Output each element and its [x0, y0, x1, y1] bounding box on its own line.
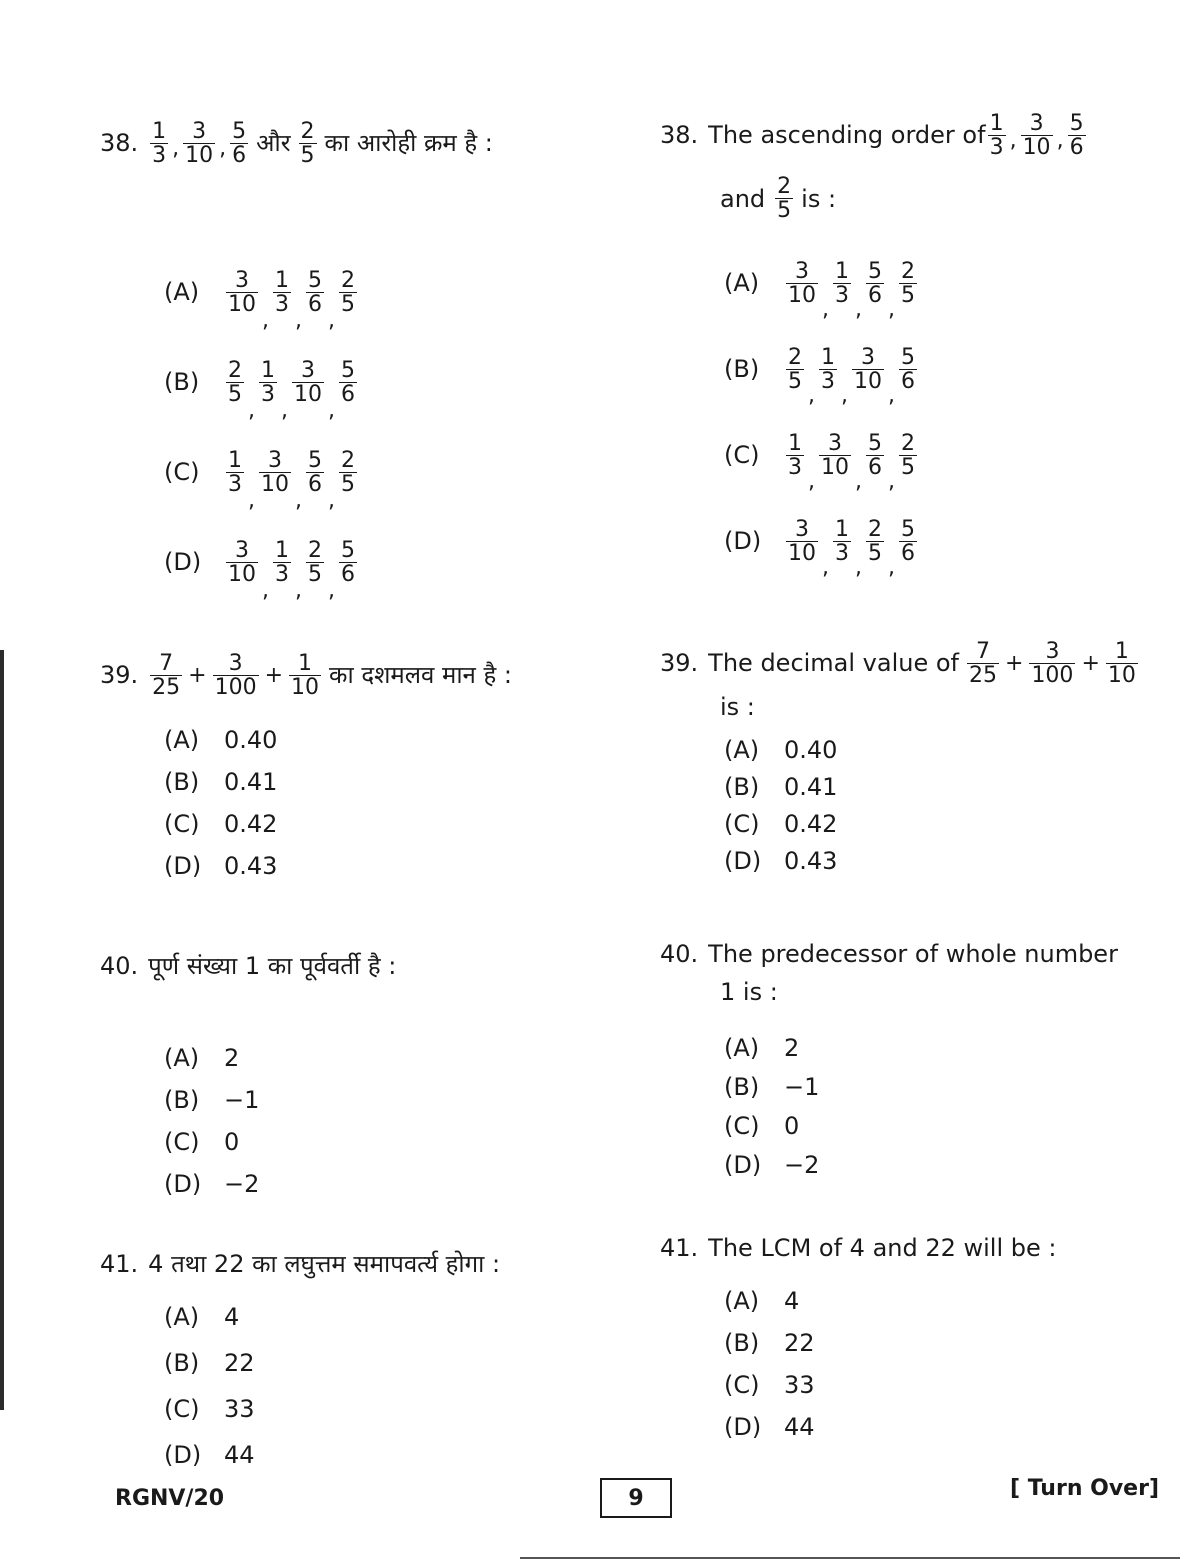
question-text-line2: 1 is :	[720, 978, 778, 1007]
question-text: का आरोही क्रम है :	[324, 129, 493, 158]
fraction: $\frac{2}{5}$	[777, 174, 792, 224]
question-40-en	[660, 938, 1160, 1184]
question-stem	[100, 1248, 600, 1280]
question-39-en	[660, 640, 1160, 879]
option-a[interactable]: (A) 0.40	[164, 726, 278, 755]
question-38-en	[660, 112, 1160, 584]
option-b[interactable]: (B) $\frac{2}{5}$ , $\frac{1}{3}$ , $\frac{3}{10}$ , $\frac{5}{6}$	[164, 357, 355, 424]
booklet-code: RGNV/20	[115, 1486, 225, 1511]
option-c[interactable]: (C) 33	[724, 1371, 815, 1400]
fraction: $\frac{3}{10}$	[185, 119, 214, 169]
options-list	[724, 731, 1160, 879]
question-stem	[100, 950, 600, 982]
question-number: 38.	[660, 121, 699, 150]
fraction: $\frac{3}{10}$	[1022, 111, 1051, 161]
fraction: $\frac{5}{6}$	[232, 119, 247, 169]
turn-over-label: [ Turn Over]	[1010, 1476, 1160, 1501]
fraction: $\frac{2}{5}$	[300, 119, 315, 169]
fraction: $\frac{1}{10}$	[1107, 639, 1136, 689]
options-list	[164, 719, 600, 887]
options-list	[164, 247, 600, 607]
option-c[interactable]: (C) 0	[164, 1128, 240, 1157]
option-a[interactable]: (A) $\frac{3}{10}$ , $\frac{1}{3}$ , $\frac{5}{6}$ , $\frac{2}{5}$	[164, 267, 355, 334]
question-number: 39.	[660, 649, 699, 678]
option-b[interactable]: (B) 22	[164, 1349, 255, 1378]
option-d[interactable]: (D) −2	[724, 1150, 820, 1179]
question-number: 40.	[100, 952, 139, 980]
options-list	[724, 240, 1160, 584]
question-40-hi	[100, 950, 600, 1205]
option-b[interactable]: (B) −1	[724, 1072, 820, 1101]
fraction: $\frac{7}{25}$	[152, 651, 181, 701]
question-text: is :	[720, 693, 755, 722]
question-39-hi	[100, 652, 600, 887]
question-text: The ascending order of	[708, 121, 986, 150]
bottom-rule	[520, 1557, 1180, 1559]
fraction: $\frac{1}{3}$	[152, 119, 167, 169]
option-b[interactable]: (B) 0.41	[164, 768, 278, 797]
fraction: $\frac{1}{3}$	[989, 111, 1004, 161]
option-a[interactable]: (A) 0.40	[724, 735, 838, 764]
question-stem: 38. The ascending order of $\frac{1}{3}$ , $\frac{3}{10}$ , $\frac{5}{6}$	[660, 111, 1084, 161]
question-text: का दशमलव मान है :	[329, 661, 512, 690]
option-b[interactable]: (B) −1	[164, 1086, 260, 1115]
question-text: पूर्ण संख्या 1 का पूर्ववर्ती है :	[148, 952, 397, 980]
question-stem	[660, 938, 1160, 970]
scan-edge	[0, 650, 4, 1410]
question-text: is :	[801, 184, 837, 213]
option-d[interactable]: (D) 44	[164, 1441, 255, 1470]
plus-sign: +	[264, 662, 284, 688]
option-a[interactable]: (A) 4	[724, 1287, 800, 1316]
option-d[interactable]: (D) $\frac{3}{10}$ , $\frac{1}{3}$ , $\frac{2}{5}$ , $\frac{5}{6}$	[724, 516, 915, 581]
fraction: $\frac{3}{100}$	[1031, 639, 1074, 689]
options-list	[724, 1280, 1160, 1448]
question-number: 41.	[100, 1250, 139, 1278]
option-c[interactable]: (C) 0.42	[164, 810, 278, 839]
question-38-hi	[100, 120, 600, 607]
option-a[interactable]: (A) $\frac{3}{10}$ , $\frac{1}{3}$ , $\frac{5}{6}$ , $\frac{2}{5}$	[724, 258, 915, 323]
options-list	[164, 1037, 600, 1205]
option-c[interactable]: (C) 0.42	[724, 809, 838, 838]
fraction: $\frac{1}{10}$	[291, 651, 320, 701]
question-text: The LCM of 4 and 22 will be :	[708, 1234, 1057, 1262]
option-a[interactable]: (A) 2	[164, 1044, 240, 1073]
option-d[interactable]: (D) −2	[164, 1170, 260, 1199]
option-a[interactable]: (A) 2	[724, 1033, 800, 1062]
question-stem-continued	[720, 175, 1160, 222]
option-a[interactable]: (A) 4	[164, 1303, 240, 1332]
option-c[interactable]: (C) $\frac{1}{3}$ , $\frac{3}{10}$ , $\frac{5}{6}$ , $\frac{2}{5}$	[164, 447, 355, 514]
question-text: The decimal value of	[708, 649, 959, 678]
question-number: 38.	[100, 129, 139, 158]
options-list	[724, 1028, 1160, 1184]
plus-sign: +	[1081, 650, 1100, 676]
question-stem	[660, 1232, 1160, 1264]
options-list	[164, 1294, 600, 1478]
question-text: The predecessor of whole number	[708, 940, 1118, 968]
question-number: 41.	[660, 1234, 699, 1262]
option-b[interactable]: (B) 0.41	[724, 772, 838, 801]
fraction: $\frac{3}{100}$	[214, 651, 257, 701]
option-d[interactable]: (D) 44	[724, 1413, 815, 1442]
question-41-hi	[100, 1248, 600, 1478]
conjunction: and	[720, 184, 766, 213]
question-stem: 38. $\frac{1}{3}$ , $\frac{3}{10}$ , $\frac{5}{6}$ और $\frac{2}{5}$ का आरोही क्रम है :	[100, 119, 493, 169]
fraction: $\frac{5}{6}$	[1069, 111, 1084, 161]
option-d[interactable]: (D) 0.43	[164, 852, 278, 881]
option-d[interactable]: (D) 0.43	[724, 846, 838, 875]
page-number: 9	[600, 1478, 672, 1518]
option-c[interactable]: (C) $\frac{1}{3}$ , $\frac{3}{10}$ , $\frac{5}{6}$ , $\frac{2}{5}$	[724, 430, 915, 495]
question-number: 39.	[100, 661, 139, 690]
question-41-en	[660, 1232, 1160, 1448]
option-c[interactable]: (C) 0	[724, 1111, 800, 1140]
question-stem	[100, 652, 600, 699]
plus-sign: +	[188, 662, 207, 688]
question-text: 4 तथा 22 का लघुत्तम समापवर्त्य होगा :	[148, 1250, 501, 1278]
option-b[interactable]: (B) 22	[724, 1329, 815, 1358]
plus-sign: +	[1005, 650, 1024, 676]
option-b[interactable]: (B) $\frac{2}{5}$ , $\frac{1}{3}$ , $\frac{3}{10}$ , $\frac{5}{6}$	[724, 344, 915, 409]
question-stem	[660, 640, 1160, 687]
fraction: $\frac{7}{25}$	[969, 639, 997, 689]
option-d[interactable]: (D) $\frac{3}{10}$ , $\frac{1}{3}$ , $\frac{2}{5}$ , $\frac{5}{6}$	[164, 537, 355, 604]
question-number: 40.	[660, 940, 699, 968]
option-c[interactable]: (C) 33	[164, 1395, 255, 1424]
conjunction: और	[256, 129, 291, 158]
